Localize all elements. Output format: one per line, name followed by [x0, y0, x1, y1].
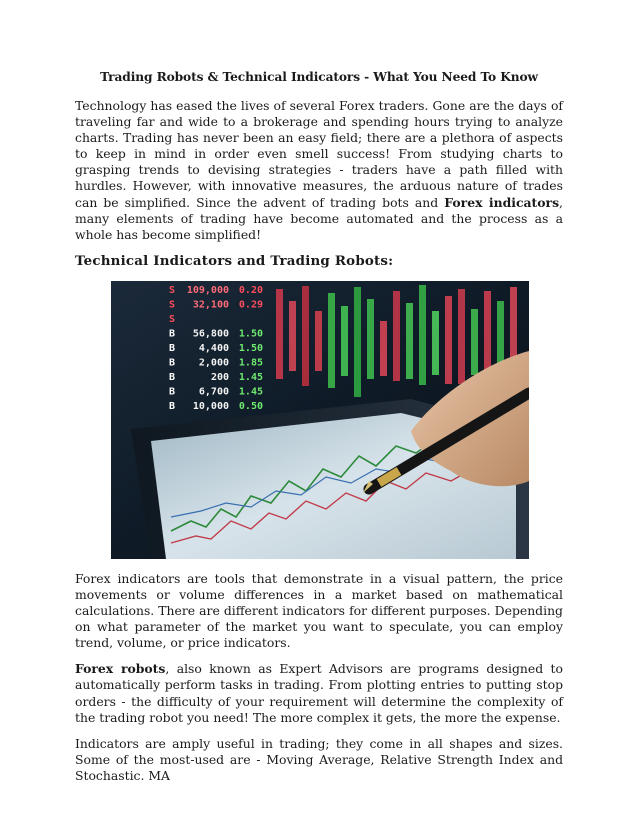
ticker-side: B [169, 328, 176, 340]
ticker-qty: 56,800 [192, 328, 229, 340]
ticker-qty: 2,000 [198, 357, 229, 369]
forex-indicators-bold: Forex indicators [444, 194, 560, 210]
ticker-side: S [169, 299, 176, 311]
robots-text: , also known as Expert Advisors are programs designed to automatically perform tasks in trading. From plotting entries to putting stop orders - the difficulty of your requirement will determine the complexity of the trading robot you need! The more complex it gets, the more the expense. [75, 661, 563, 725]
ticker-change: 1.85 [238, 357, 263, 369]
ticker-side: B [169, 386, 176, 398]
section-heading: Technical Indicators and Trading Robots: [75, 252, 394, 269]
usage-paragraph: Indicators are amply useful in trading; they come in all shapes and sizes. Some of the most-used are - Moving Average, Relative Strength Index and Stochastic. MA [75, 735, 563, 783]
ticker-change: 1.50 [238, 342, 263, 354]
ticker-side: S [169, 284, 176, 296]
forex-robots-bold: Forex robots [75, 661, 166, 677]
intro-text-a: Technology has eased the lives of several Forex traders. Gone are the days of traveling far and wide to a brokerage and spending hours trying to analyze charts. Trading has never been an easy field; there are a plethora of aspects to keep in mind in order even smell success! From studying charts to grasping trends to devising strategies - traders have a path filled with hurdles. However, with innovative measures, the arduous nature of trades can be simplified. Since the advent of trading bots and [75, 98, 563, 210]
ticker-side: B [169, 357, 176, 369]
trading-image-svg [111, 281, 529, 559]
ticker-change: 0.50 [238, 400, 263, 412]
ticker-side: B [169, 371, 176, 383]
intro-text-b: , many elements of trading have become automated and the process as a whole has become simplified! [75, 194, 563, 242]
ticker-change: 1.45 [238, 386, 263, 398]
ticker-side: S [169, 313, 176, 325]
ticker-change: 1.45 [238, 371, 263, 383]
ticker-change: 1.50 [238, 328, 263, 340]
robots-paragraph [75, 661, 563, 725]
ticker-change: 0.20 [238, 284, 263, 296]
ticker-qty: 10,000 [192, 400, 229, 412]
document-page [75, 70, 563, 794]
ticker-qty: 200 [210, 371, 229, 383]
ticker-qty: 4,400 [198, 342, 229, 354]
ticker-side: B [169, 400, 176, 412]
ticker-qty: 32,100 [192, 299, 229, 311]
trading-screen-with-pen-image [111, 281, 529, 559]
ticker-side: B [169, 342, 176, 354]
intro-paragraph [75, 98, 563, 243]
ticker-qty: 109,000 [186, 284, 229, 296]
ticker-change: 0.29 [238, 299, 263, 311]
indicators-paragraph: Forex indicators are tools that demonstrate in a visual pattern, the price movements or volume differences in a market based on mathematical calculations. There are different indicators for different purposes. Depending on what parameter of the market you want to speculate, you can employ trend, volume, or price indicators. [75, 570, 563, 651]
document-title: Trading Robots & Technical Indicators - What You Need To Know [100, 70, 538, 84]
ticker-qty: 6,700 [198, 386, 229, 398]
